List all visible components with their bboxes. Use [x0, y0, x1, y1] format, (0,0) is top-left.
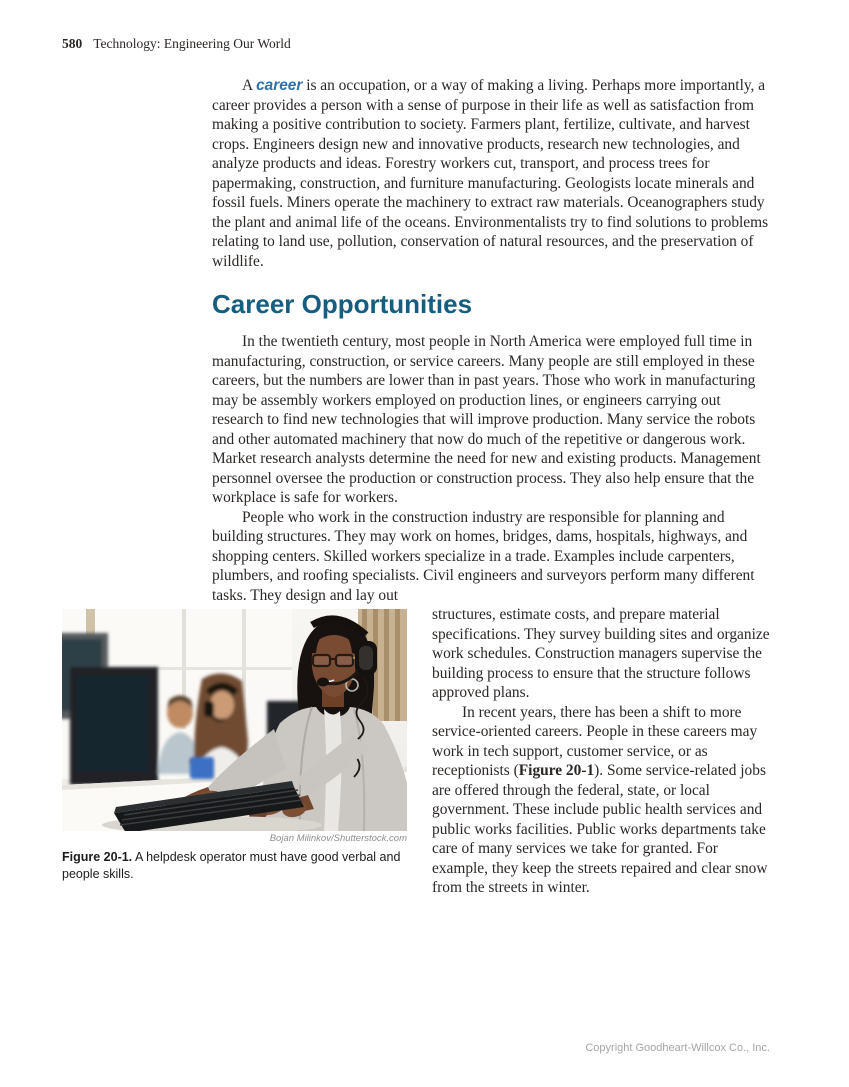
section-paragraph-1: In the twentieth century, most people in North America were employed full time in manufacturing, construction, or service careers. Many people are still employed in these careers, but the numbers are lower than in past years. Those who work in manufacturing may be assembly workers employed on production lines, or engineers carrying out research to find new technologies that will improve production. Many service the robots and other automated machinery that now do much of the repetitive or dangerous work. Market research analysts determine the need for new and existing products. Management personnel oversee the production or construction process. They also help ensure that the workplace is safe for workers.: [212, 333, 761, 506]
figure-caption-label: Figure 20-1.: [62, 850, 133, 864]
intro-rest: is an occupation, or a way of making a living. Perhaps more importantly, a career provides a person with a sense of purpose in their life as well as satisfaction from making a positive contribution to society. Farmers plant, fertilize, cultivate, and harvest crops. Engineers design new and innovative products, research new technologies, and analyze products and ideas. Forestry workers cut, transport, and process trees for papermaking, construction, and furniture manufacturing. Geologists locate minerals and fossil fuels. Miners operate the machinery to extract raw materials. Oceanographers study the plant and animal life of the oceans. Environmentalists try to find solutions to problems relating to land use, pollution, conservation of natural resources, and the preservation of wildlife.: [212, 77, 769, 270]
book-title: Technology: Engineering Our World: [93, 36, 291, 51]
helpdesk-photo: [62, 609, 407, 831]
intro-lead: A: [242, 77, 257, 94]
running-head: [62, 36, 291, 52]
photo-blue-cup: [190, 757, 214, 779]
photo-credit: Bojan Milinkov/Shutterstock.com: [269, 833, 407, 844]
paragraph-3-before-ref: In recent years, there has been a shift to more service-oriented careers. People in these careers may work in tech support, customer service, or as receptionists (: [432, 703, 758, 779]
section-heading: Career Opportunities: [212, 289, 473, 319]
paragraph-2-after-figure: structures, estimate costs, and prepare material specifications. They survey building sites and organize work schedules. Construction managers supervise the building process to ensure that the structure follows approved plans.: [432, 606, 770, 701]
copyright-footer: Copyright Goodheart-Willcox Co., Inc.: [585, 1042, 770, 1054]
section-paragraph-2: [212, 508, 770, 606]
figure-caption-text: A helpdesk operator must have good verbal and people skills.: [62, 850, 401, 881]
paragraph-3-after-ref: ). Some service-related jobs are offered through the federal, state, or local government. These include public health services and public works facilities. Public works departments take care of many services we take for granted. For example, they keep the streets repaired and clear snow from the streets in winter.: [432, 762, 768, 896]
intro-paragraph: [212, 76, 770, 271]
figure-reference: Figure 20-1: [518, 762, 595, 779]
key-term-career: career: [256, 77, 303, 94]
page-number: 580: [62, 36, 83, 51]
figure-caption: [62, 849, 407, 882]
page-body: [62, 76, 770, 898]
paragraph-2-before-figure: People who work in the construction industry are responsible for planning and building structures. They may work on homes, bridges, dams, hospitals, highways, and shopping centers. Skilled workers specialize in a trade. Examples include carpenters, plumbers, and roofing specialists. Civil engineers and surveyors perform many different tasks. They design and lay out: [212, 508, 755, 604]
figure-20-1: [62, 609, 407, 882]
